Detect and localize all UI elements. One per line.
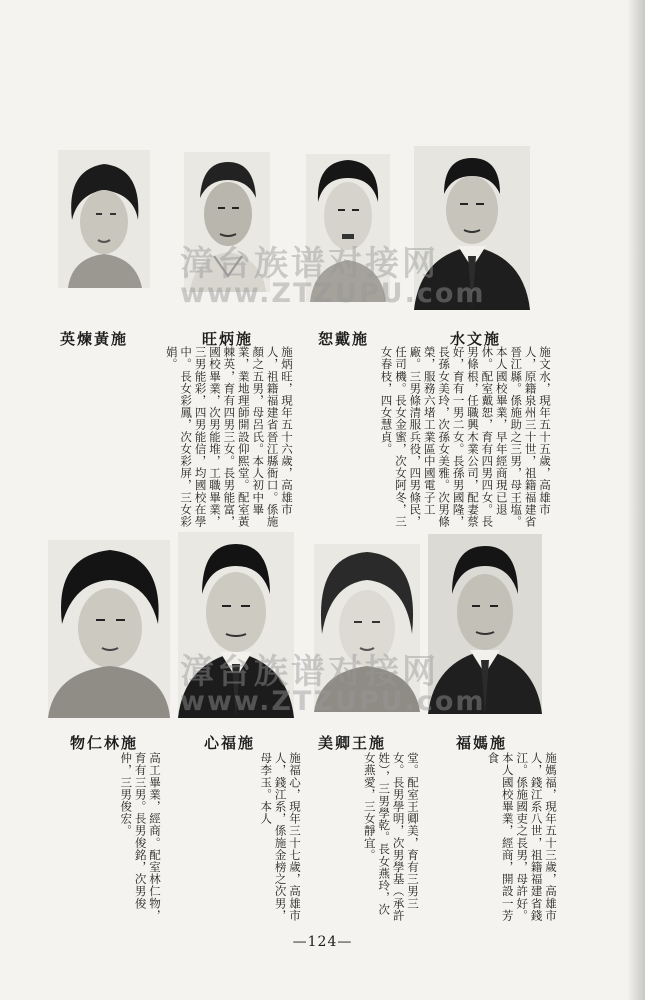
portrait-woman-icon [48,540,170,718]
portrait-man-suit-icon [428,534,542,714]
portrait-woman-icon [58,150,150,288]
caption-photo-6: 心福施 [204,734,256,752]
portrait-photo-8 [428,534,542,714]
portrait-photo-7 [314,544,420,712]
portrait-photo-5 [48,540,170,718]
portrait-woman-icon [314,544,420,712]
watermark-url-bottom: www.ZTZUPU.com [180,686,486,717]
page-number: —124— [292,934,353,950]
caption-photo-3: 恕戴施 [318,330,370,348]
caption-photo-8: 福媽施 [456,734,508,752]
biography-shi-fuxin-continued: 堂。配室王卿美，育有三男三女。長男學明，次男學基（承許姓），三男學乾。長女燕玲，次女燕愛，三女靜宜。 [362,752,420,922]
portrait-photo-3 [306,154,390,302]
portrait-man-icon [184,152,270,292]
page-edge-shadow [627,0,645,1000]
biography-shi-fuxin: 施福心，現年三十七歲，高雄市人，錢江系，係施金榜之次男，母李玉。本人 [259,752,302,922]
caption-photo-1: 英煉黃施 [60,330,129,348]
portrait-man-suit-icon [414,146,530,310]
portrait-photo-2 [184,152,270,292]
watermark-url-top: www.ZTZUPU.com [180,278,486,309]
portrait-photo-4 [414,146,530,310]
watermark-text-top: 漳台族谱对接网 [180,244,439,284]
caption-photo-2: 旺炳施 [202,330,254,348]
portrait-photo-1 [58,150,150,288]
caption-photo-7: 美卿王施 [318,734,387,752]
portrait-photo-6 [178,532,294,718]
portrait-woman-icon [306,154,390,302]
caption-photo-5: 物仁林施 [70,734,139,752]
biography-shi-bingwang: 施炳旺，現年五十六歲，高雄市人，祖籍福建省晉江縣衙口。係施顏之五男，母呂氏。本人初中畢業，業地理師開設仰熙堂。配室黃棘英，育有四男三女。長男能富，國校畢業，次男能堆，工職畢業，三男能彩，四男能信，均國校在學中。長女彩鳳，次女彩屏，三女彩娟。 [164,346,294,528]
biography-shi-linrenwu: 高工畢業，經商。配室林仁物，育有三男。長男俊銘，次男俊仲，三男俊宏。 [119,752,162,922]
portrait-man-suit-icon [178,532,294,718]
watermark-text-bottom: 漳台族谱对接网 [180,652,439,692]
biography-shi-wenshui: 施文水，現年五十五歲，高雄市人，原籍泉州三十世，祖籍福建省晉江縣。係施助之三男，母王塩。本人國校畢業，早年經商現已退休。配室戴恕，育有四男四女。長男條根，任職興木業公司，配妻蔡好，育有一男二女。長孫男國隆，長孫女美玲，次孫女美雅。次男條榮，服務六堵工業區中國電子工廠。三男條清服兵役，四男條民，任司機。長女金蜜，次女阿冬，三女春枝，四女慧貞。 [379,346,552,528]
caption-photo-4: 水文施 [450,330,502,348]
biography-shi-mafu: 施媽福，現年五十三歲，高雄市人，錢江系八世，祖籍福建省錢江。係施國吏之長男，母許好。本人國校畢業，經商，開設一芳食 [486,752,558,922]
